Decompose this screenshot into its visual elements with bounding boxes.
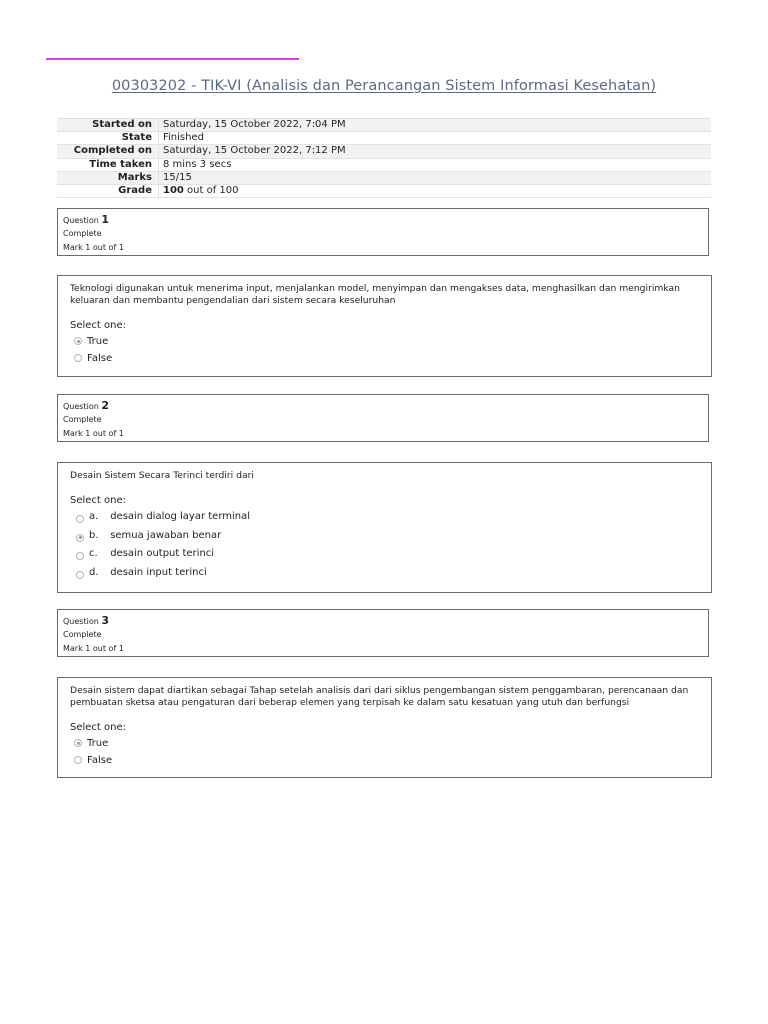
radio-selected-icon[interactable] [74,739,82,747]
summary-row [57,119,711,132]
summary-row [57,145,711,158]
question-number: 3 [101,614,109,627]
summary-value: Finished [159,132,712,145]
select-one-prompt: Select one: [70,320,127,331]
question-number: 1 [101,213,109,226]
option-label: False [87,353,113,364]
question-mark: Mark 1 out of 1 [63,243,124,252]
question-word: Question [63,617,99,626]
question-text: Desain Sistem Secara Terinci terdiri dari [70,470,254,481]
option-letter: b. [89,529,99,541]
option-label: desain dialog layar terminal [110,511,251,522]
answer-option-true[interactable] [70,333,699,350]
answer-option-false[interactable] [70,752,699,769]
course-title-link[interactable]: 00303202 - TIK-VI (Analisis dan Perancangan Sistem Informasi Kesehatan) [111,78,657,94]
radio-selected-icon[interactable] [74,337,82,345]
radio-empty-icon[interactable] [74,756,82,764]
radio-empty-icon[interactable] [76,552,84,560]
summary-value: Saturday, 15 October 2022, 7:12 PM [159,145,712,158]
summary-value: 8 mins 3 secs [159,158,712,171]
question-mark: Mark 1 out of 1 [63,644,124,653]
grade-total: out of 100 [183,185,239,197]
select-one-prompt: Select one: [70,722,127,733]
question-text: Teknologi digunakan untuk menerima input, menjalankan model, menyimpan dan mengakses data, menghasilkan dan mengirimkan keluaran dan membantu pengendalian dari sistem secara keseluruhan [70,283,680,306]
answer-option-d[interactable] [70,564,699,583]
header-accent-line [46,58,299,60]
question-status: Complete [63,229,102,238]
question-1-info [57,208,709,256]
option-letter: a. [89,511,99,522]
question-mark: Mark 1 out of 1 [63,429,124,438]
radio-empty-icon[interactable] [76,515,84,523]
option-label: desain output terinci [110,548,215,559]
question-number: 2 [101,399,109,412]
question-2-content [57,462,712,593]
radio-empty-icon[interactable] [76,571,84,579]
summary-row [57,132,711,145]
summary-value: Saturday, 15 October 2022, 7:04 PM [159,119,712,132]
question-status: Complete [63,415,102,424]
option-label: semua jawaban benar [110,529,222,541]
option-label: False [87,755,113,766]
grade-score: 100 [163,185,184,197]
question-status: Complete [63,630,102,639]
question-3-info [57,609,709,657]
answer-option-true[interactable] [70,735,699,752]
radio-empty-icon[interactable] [74,354,82,362]
option-letter: d. [89,566,99,578]
radio-selected-icon[interactable] [76,534,84,542]
summary-label: Grade [57,184,159,197]
answer-option-b[interactable] [70,527,699,546]
summary-label: Started on [57,119,159,132]
option-label: True [87,738,109,749]
summary-label: Completed on [57,145,159,158]
answer-option-false[interactable] [70,350,699,367]
option-label: True [87,336,109,347]
quiz-summary-table [57,118,711,198]
summary-row [57,158,711,171]
summary-label: Time taken [57,158,159,171]
summary-row [57,171,711,184]
question-text: Desain sistem dapat diartikan sebagai Tahap setelah analisis dari dari siklus pengembangan sistem penggambaran, perencanaan dan pembuatan sketsa atau pengaturan dari beberap elemen yang terpisah ke dalam satu kesatuan yang utuh dan berfungsi [70,685,689,708]
summary-value: 15/15 [159,171,712,184]
question-2-info [57,394,709,442]
answer-option-c[interactable] [70,545,699,564]
option-letter: c. [89,548,98,559]
summary-row [57,184,711,197]
question-1-content [57,275,712,377]
summary-label: Marks [57,171,159,184]
summary-value [159,184,712,197]
select-one-prompt: Select one: [70,495,127,506]
answer-option-a[interactable] [70,508,699,527]
question-3-content [57,677,712,778]
question-word: Question [63,216,99,225]
question-word: Question [63,402,99,411]
option-label: desain input terinci [110,566,207,578]
summary-label: State [57,132,159,145]
